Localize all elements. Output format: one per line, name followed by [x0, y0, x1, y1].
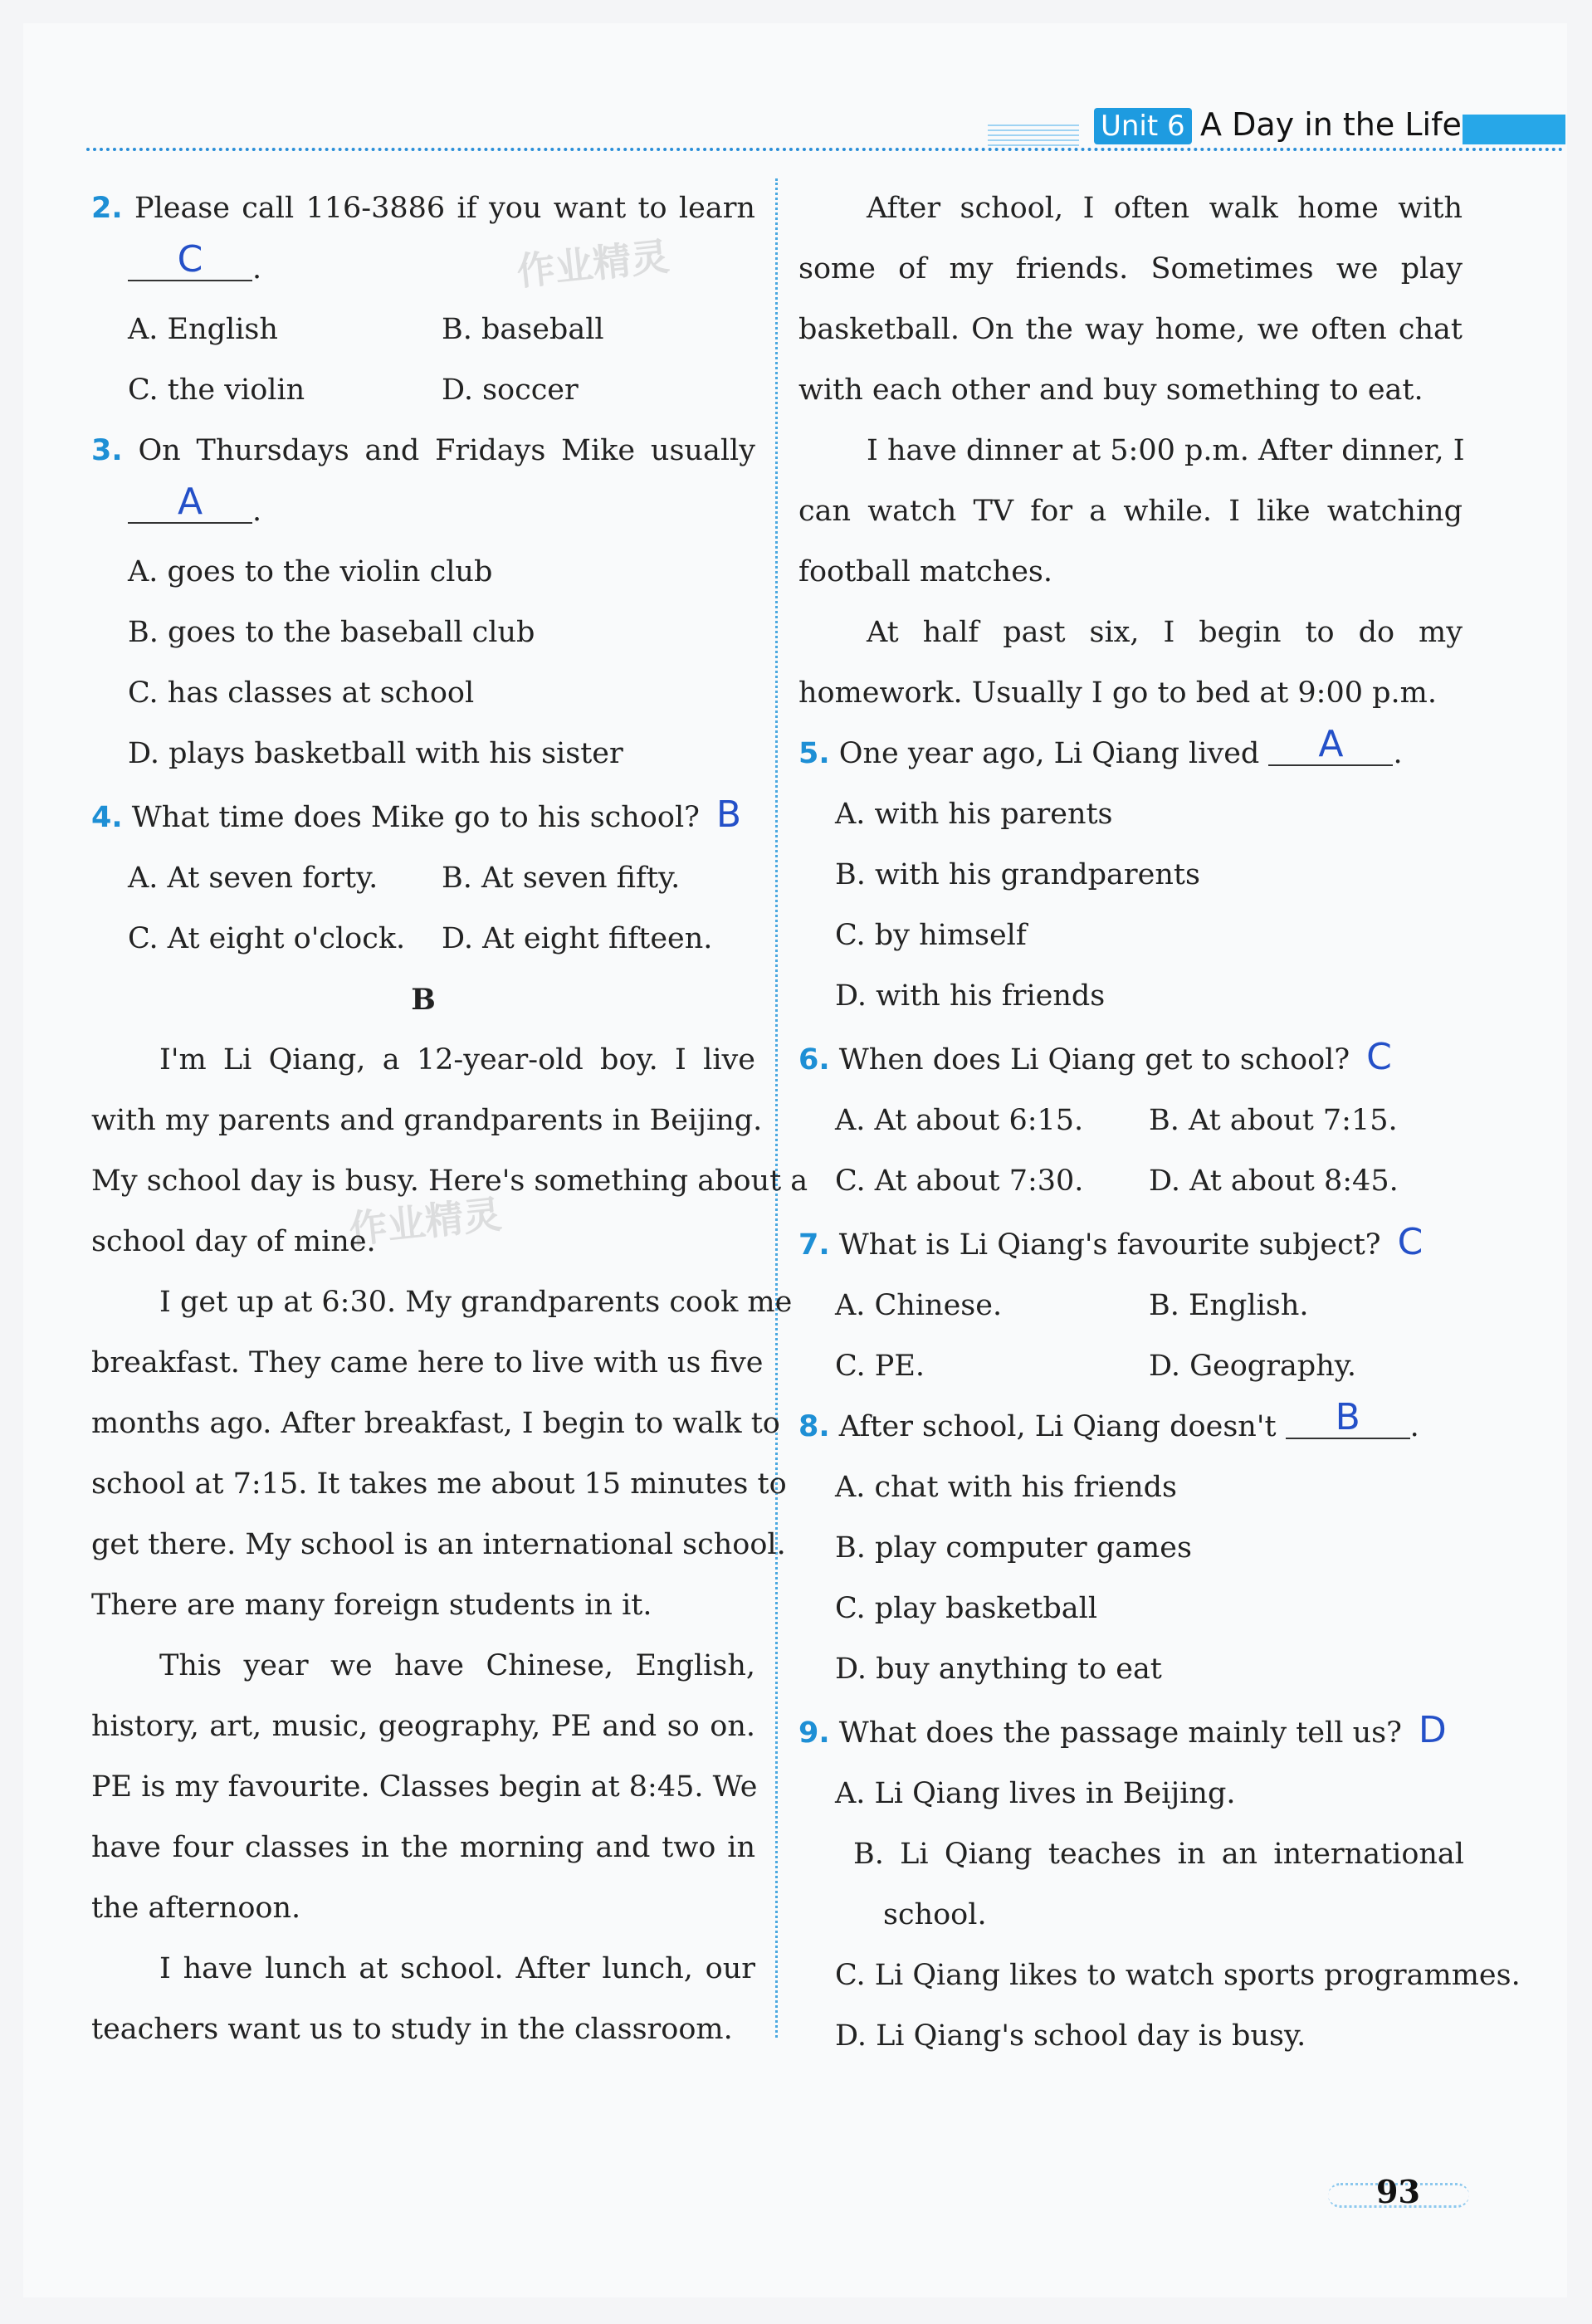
passage-line: breakfast. They came here to live with us five [91, 1346, 764, 1379]
question-text: What time does Mike go to his school? [131, 801, 700, 834]
option: C. by himself [835, 919, 1027, 952]
option: D. Li Qiang's school day is busy. [835, 2019, 1306, 2053]
question-number: 6. [798, 1043, 830, 1077]
option: D. plays basketball with his sister [128, 737, 623, 770]
question-8 [798, 1397, 1463, 1457]
passage-line: teachers want us to study in the classroom. [91, 2013, 733, 2046]
option: D. At about 8:45. [1149, 1164, 1399, 1198]
passage-line: with my parents and grandparents in Beijing. [91, 1104, 763, 1137]
question-text: What does the passage mainly tell us? [838, 1716, 1402, 1750]
question-number: 5. [798, 737, 830, 770]
column-divider [775, 178, 778, 2038]
answer-blank [1268, 723, 1393, 766]
question-2 [91, 178, 755, 239]
option: A. At about 6:15. [835, 1104, 1084, 1137]
option: A. Chinese. [835, 1289, 1003, 1322]
answer-mark: B [715, 793, 742, 836]
option: C. PE. [835, 1350, 925, 1383]
question-6 [798, 1027, 1463, 1091]
unit-title: A Day in the Life [1200, 106, 1462, 143]
period: . [1393, 737, 1403, 770]
passage-line: can watch TV for a while. I like watching [798, 495, 1463, 528]
option: A. Li Qiang lives in Beijing. [835, 1777, 1236, 1810]
right-column [798, 178, 1521, 2067]
question-number: 7. [798, 1228, 830, 1262]
question-3 [91, 421, 755, 481]
options-row [91, 360, 755, 421]
options-row [798, 1151, 1463, 1212]
answer-mark: C [1366, 1036, 1392, 1078]
question-text: When does Li Qiang get to school? [838, 1043, 1350, 1077]
option: B. At seven fifty. [442, 862, 681, 895]
option: C. At about 7:30. [835, 1164, 1084, 1198]
option: B. baseball [442, 313, 604, 346]
passage-line: After school, I often walk home with [867, 192, 1463, 225]
unit-badge: Unit 6 [1094, 108, 1192, 144]
question-number: 4. [91, 801, 123, 834]
passage-line: PE is my favourite. Classes begin at 8:45. We [91, 1770, 758, 1804]
header-decoration [988, 124, 1079, 146]
passage-line: history, art, music, geography, PE and so on. [91, 1710, 755, 1743]
option: C. has classes at school [128, 676, 475, 710]
options-row [91, 300, 755, 360]
option: D. with his friends [835, 979, 1106, 1013]
answer-blank [128, 238, 252, 281]
question-text: One year ago, Li Qiang lived [838, 737, 1260, 770]
passage-line: school at 7:15. It takes me about 15 minutes to [91, 1467, 787, 1501]
answer-mark: B [1335, 1396, 1360, 1438]
option: B. English. [1149, 1289, 1309, 1322]
option: D. soccer [442, 374, 579, 407]
header-rule [86, 148, 1564, 151]
question-number: 3. [91, 434, 123, 467]
options-row [798, 1336, 1463, 1397]
passage-line: the afternoon. [91, 1892, 301, 1925]
option: A. English [128, 313, 278, 346]
option: B. At about 7:15. [1149, 1104, 1398, 1137]
option: C. Li Qiang likes to watch sports programmes. [835, 1959, 1521, 1992]
left-column [91, 178, 808, 2060]
question-number: 2. [91, 192, 123, 225]
header-bar [1463, 115, 1565, 144]
passage-line: I get up at 6:30. My grandparents cook me [159, 1286, 793, 1319]
option: C. At eight o'clock. [128, 922, 406, 955]
option: A. At seven forty. [128, 862, 378, 895]
question-4 [91, 784, 755, 848]
option: D. Geography. [1149, 1350, 1357, 1383]
options-row [91, 909, 755, 969]
question-text: What is Li Qiang's favourite subject? [838, 1228, 1381, 1262]
page-number: 93 [1376, 2173, 1420, 2210]
passage-line: There are many foreign students in it. [91, 1589, 652, 1622]
option: A. with his parents [835, 798, 1113, 831]
passage-line: school day of mine. [91, 1225, 376, 1258]
passage-line: get there. My school is an international school. [91, 1528, 786, 1561]
passage-line: At half past six, I begin to do my [867, 616, 1463, 649]
period: . [252, 252, 262, 286]
answer-blank [1286, 1396, 1410, 1439]
passage-line: My school day is busy. Here's something about a [91, 1164, 808, 1198]
question-number: 9. [798, 1716, 830, 1750]
passage-line: have four classes in the morning and two in [91, 1831, 755, 1864]
question-5 [798, 724, 1463, 784]
passage-line: football matches. [798, 555, 1053, 588]
option: C. the violin [128, 374, 305, 407]
option: B. Li Qiang teaches in an international school. [853, 1838, 1464, 1931]
options-row [91, 848, 755, 909]
section-heading: B [411, 983, 436, 1017]
passage-line: homework. Usually I go to bed at 9:00 p.m. [798, 676, 1437, 710]
answer-mark: D [1418, 1709, 1447, 1751]
question-9 [798, 1700, 1463, 1764]
watermark: 作业精灵 [346, 1191, 504, 1252]
answer-mark: A [177, 481, 203, 523]
question-text: Please call 116-3886 if you want to learn [134, 192, 755, 225]
period: . [1409, 1410, 1419, 1443]
question-number: 8. [798, 1410, 830, 1443]
answer-mark: C [1397, 1221, 1424, 1263]
period: . [252, 495, 262, 528]
options-row [798, 1091, 1463, 1151]
passage-line: months ago. After breakfast, I begin to walk to [91, 1407, 780, 1440]
answer-mark: C [177, 238, 203, 281]
option: A. goes to the violin club [128, 555, 493, 588]
option: A. chat with his friends [835, 1471, 1177, 1504]
options-row [798, 1276, 1463, 1336]
option: C. play basketball [835, 1592, 1098, 1625]
watermark: 作业精灵 [514, 233, 671, 295]
question-text: On Thursdays and Fridays Mike usually [138, 434, 755, 467]
passage-line: I have lunch at school. After lunch, our [159, 1952, 755, 1985]
option: B. with his grandparents [835, 858, 1200, 891]
option: B. goes to the baseball club [128, 616, 535, 649]
option: D. buy anything to eat [835, 1653, 1162, 1686]
question-7 [798, 1212, 1463, 1276]
passage-line: This year we have Chinese, English, [159, 1649, 755, 1682]
passage-line: basketball. On the way home, we often chat [798, 313, 1463, 346]
passage-line: some of my friends. Sometimes we play [798, 252, 1463, 286]
passage-line: with each other and buy something to eat. [798, 374, 1424, 407]
option: D. At eight fifteen. [442, 922, 713, 955]
answer-mark: A [1318, 723, 1344, 765]
passage-line: I have dinner at 5:00 p.m. After dinner, I [867, 434, 1465, 467]
question-text: After school, Li Qiang doesn't [838, 1410, 1277, 1443]
option: B. play computer games [835, 1531, 1192, 1565]
passage-line: I'm Li Qiang, a 12-year-old boy. I live [159, 1043, 755, 1077]
answer-blank [128, 481, 252, 524]
